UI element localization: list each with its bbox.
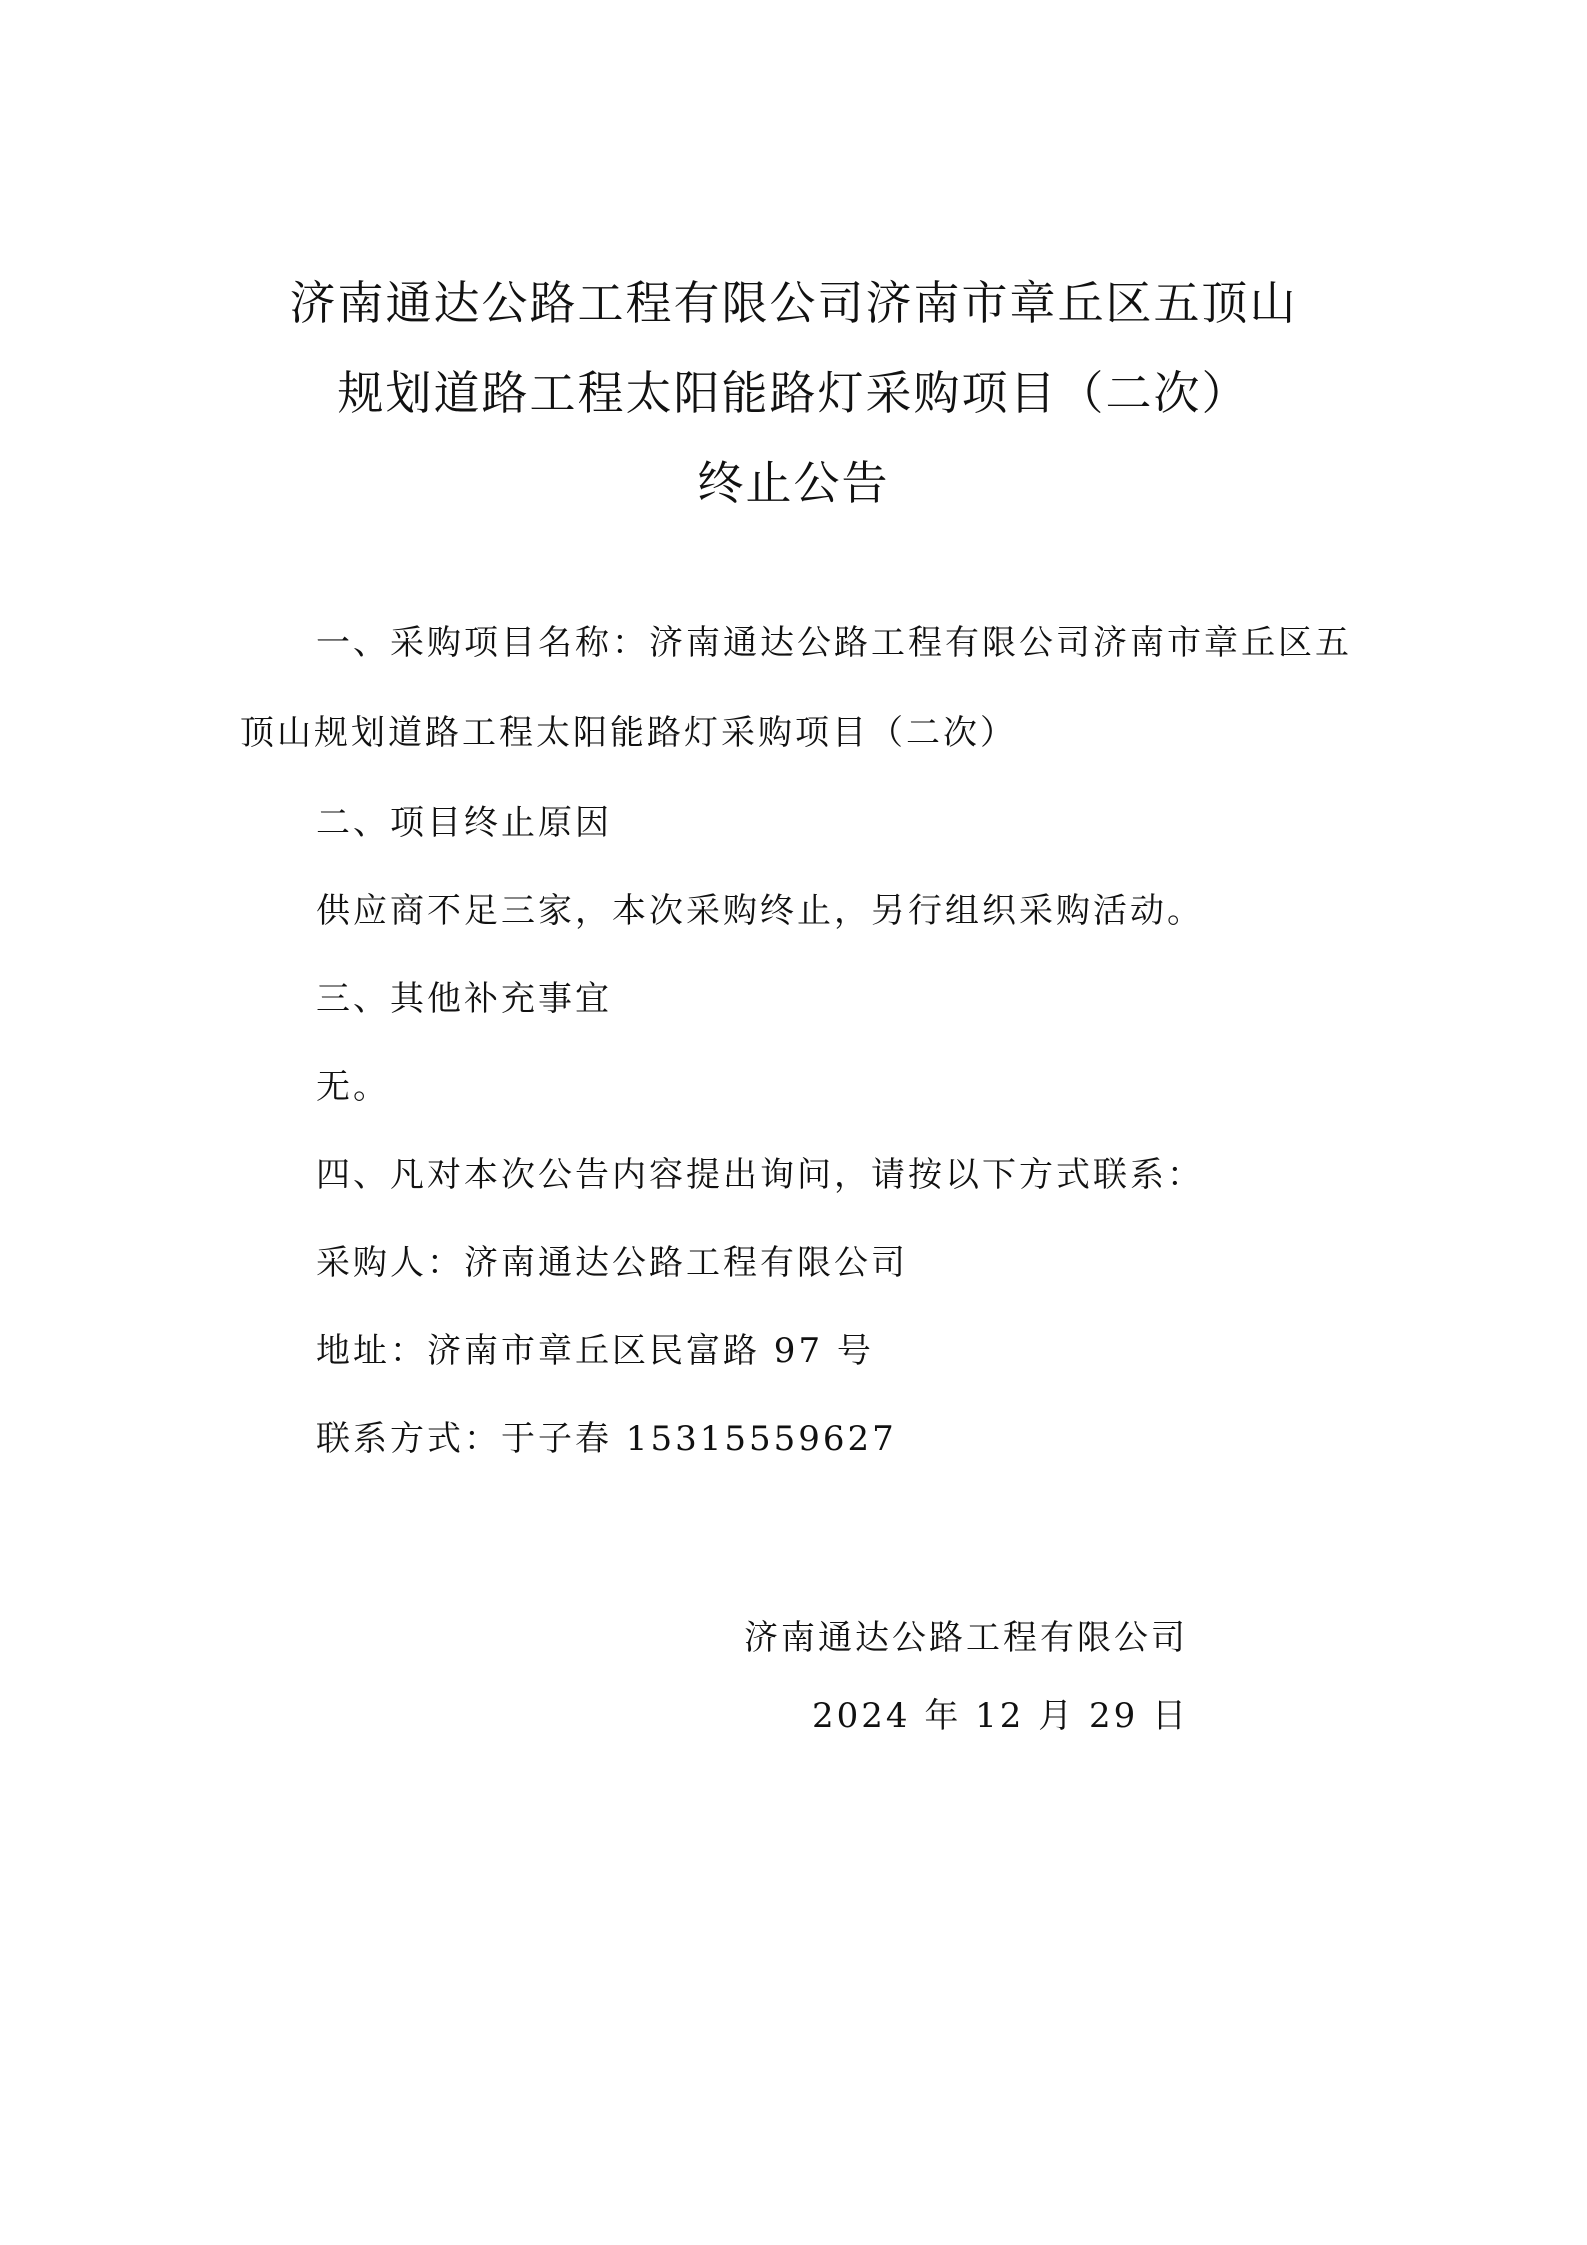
inquiry-heading: 四、凡对本次公告内容提出询问，请按以下方式联系： (316, 1155, 1204, 1195)
purchaser-line: 采购人：济南通达公路工程有限公司 (316, 1243, 908, 1283)
title-line-1: 济南通达公路工程有限公司济南市章丘区五顶山 (289, 276, 1298, 330)
title-line-3: 终止公告 (697, 456, 890, 510)
supplementary-text: 无。 (316, 1067, 390, 1107)
title-line-2: 规划道路工程太阳能路灯采购项目（二次） (337, 366, 1250, 420)
signature-date: 2024 年 12 月 29 日 (812, 1696, 1190, 1736)
project-name-line-2: 顶山规划道路工程太阳能路灯采购项目（二次） (240, 713, 1017, 753)
project-name-line-1: 一、采购项目名称：济南通达公路工程有限公司济南市章丘区五 (316, 623, 1352, 663)
address-line: 地址：济南市章丘区民富路 97 号 (316, 1331, 874, 1371)
notice-title (200, 276, 1387, 550)
contact-line: 联系方式：于子春 15315559627 (316, 1419, 897, 1459)
signature-company: 济南通达公路工程有限公司 (744, 1618, 1188, 1658)
termination-reason-heading: 二、项目终止原因 (316, 803, 612, 843)
termination-reason-text: 供应商不足三家，本次采购终止，另行组织采购活动。 (316, 891, 1204, 931)
supplementary-heading: 三、其他补充事宜 (316, 979, 612, 1019)
